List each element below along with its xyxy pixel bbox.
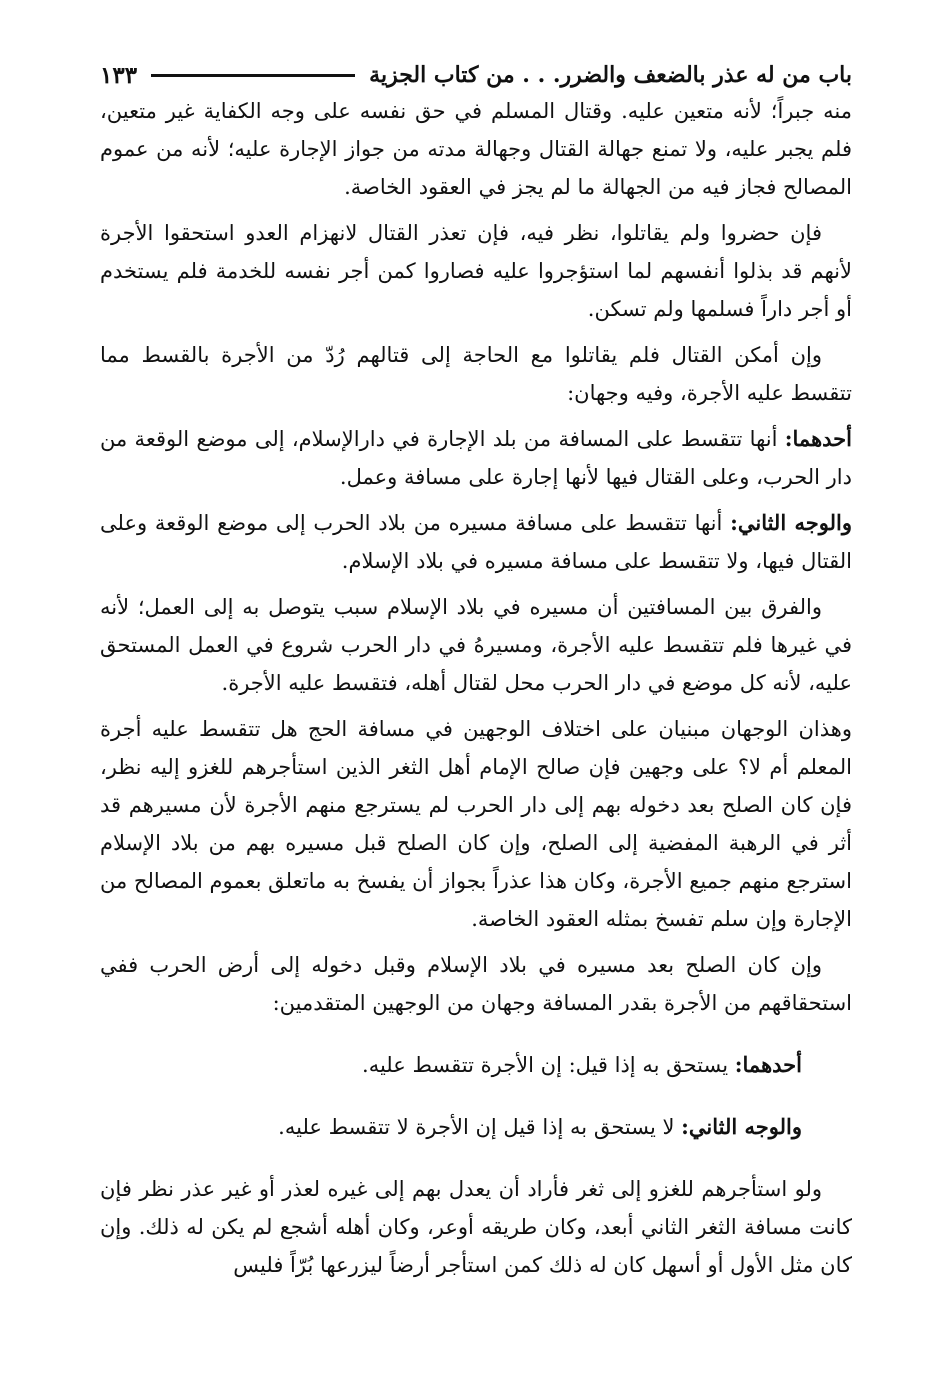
page-header [100, 58, 852, 92]
paragraph-text: يستحق به إذا قيل: إن الأجرة تتقسط عليه. [362, 1053, 729, 1077]
paragraph-text: منه جبراً؛ لأنه متعين عليه. وقتال المسلم في حق نفسه على وجه الكفاية غير متعين، فلم يجبر عليه، ولا تمنع جهالة القتال وجهالة مدته من جواز الإجارة عليه؛ لأنه من عموم المصالح فجاز فيه من الجهالة ما لم يجز في العقود الخاصة. [100, 99, 852, 199]
page-number: ١٣٣ [100, 61, 138, 89]
paragraph-6 [100, 588, 852, 702]
paragraph-text: لا يستحق به إذا قيل إن الأجرة لا تتقسط عليه. [278, 1115, 675, 1139]
paragraph-3 [100, 336, 852, 412]
running-title: باب من له عذر بالضعف والضرر. . . من كتاب الجزية [369, 62, 852, 88]
paragraph-9 [100, 1046, 852, 1084]
body-text [100, 92, 852, 1284]
paragraph-text: أنها تتقسط على مسافة مسيره من بلاد الحرب إلى موضع الوقعة وعلى القتال فيها، ولا تتقسط على مسافة مسيره في بلاد الإسلام. [100, 511, 852, 573]
paragraph-10 [100, 1108, 852, 1146]
paragraph-heading: أحدهما: [734, 1052, 802, 1077]
paragraph-heading: أحدهما: [784, 426, 852, 451]
paragraph-2 [100, 214, 852, 328]
paragraph-heading: والوجه الثاني: [730, 510, 852, 535]
paragraph-4 [100, 420, 852, 496]
paragraph-7 [100, 710, 852, 938]
paragraph-heading: والوجه الثاني: [681, 1114, 802, 1139]
header-rule [151, 74, 355, 77]
paragraph-text: ولو استأجرهم للغزو إلى ثغر فأراد أن يعدل بهم إلى غيره لعذر أو غير عذر نظر فإن كانت مسافة الثغر الثاني أبعد، وكان طريقه أوعر، وكان أهله أشجع لم يكن له ذلك. وإن كان مثل الأول أو أسهل كان له ذلك كمن استأجر أرضاً ليزرعها بُرّاً فليس [100, 1177, 852, 1277]
paragraph-1 [100, 92, 852, 206]
paragraph-text: أنها تتقسط على المسافة من بلد الإجارة في دارالإسلام، إلى موضع الوقعة من دار الحرب، وعلى القتال فيها لأنها إجارة على مسافة وعمل. [100, 427, 852, 489]
paragraph-11 [100, 1170, 852, 1284]
paragraph-5 [100, 504, 852, 580]
paragraph-text: وإن كان الصلح بعد مسيره في بلاد الإسلام وقبل دخوله إلى أرض الحرب ففي استحقاقهم من الأجرة بقدر المسافة وجهان من الوجهين المتقدمين: [100, 953, 852, 1015]
paragraph-8 [100, 946, 852, 1022]
paragraph-text: وإن أمكن القتال فلم يقاتلوا مع الحاجة إلى قتالهم رُدّ من الأجرة بالقسط مما تتقسط عليه الأجرة، وفيه وجهان: [100, 343, 852, 405]
paragraph-text: فإن حضروا ولم يقاتلوا، نظر فيه، فإن تعذر القتال لانهزام العدو استحقوا الأجرة لأنهم قد بذلوا أنفسهم لما استؤجروا عليه فصاروا كمن أجر نفسه للخدمة فلم يستخدم أو أجر داراً فسلمها ولم تسكن. [100, 221, 852, 321]
paragraph-text: وهذان الوجهان مبنيان على اختلاف الوجهين في مسافة الحج هل تتقسط عليه أجرة المعلم أم لا؟ على وجهين فإن صالح الإمام أهل الثغر الذين استأجرهم للغزو إليه نظر، فإن كان الصلح بعد دخوله بهم إلى دار الحرب لم يسترجع منهم الأجرة لأن مسيرهم قد أثر في الرهبة المفضية إلى الصلح، وإن كان الصلح قبل مسيره بهم من بلاد الإسلام استرجع منهم جميع الأجرة، وكان هذا عذراً بجواز أن يفسخ به ماتعلق بعموم المصالح من الإجارة وإن سلم تفسخ بمثله العقود الخاصة. [100, 717, 852, 931]
paragraph-text: والفرق بين المسافتين أن مسيره في بلاد الإسلام سبب يتوصل به إلى العمل؛ لأنه في غيرها فلم تتقسط عليه الأجرة، ومسيرهُ في دار الحرب شروع في العمل المستحق عليه، لأنه كل موضع في دار الحرب محل لقتال أهله، فتقسط عليه الأجرة. [100, 595, 852, 695]
